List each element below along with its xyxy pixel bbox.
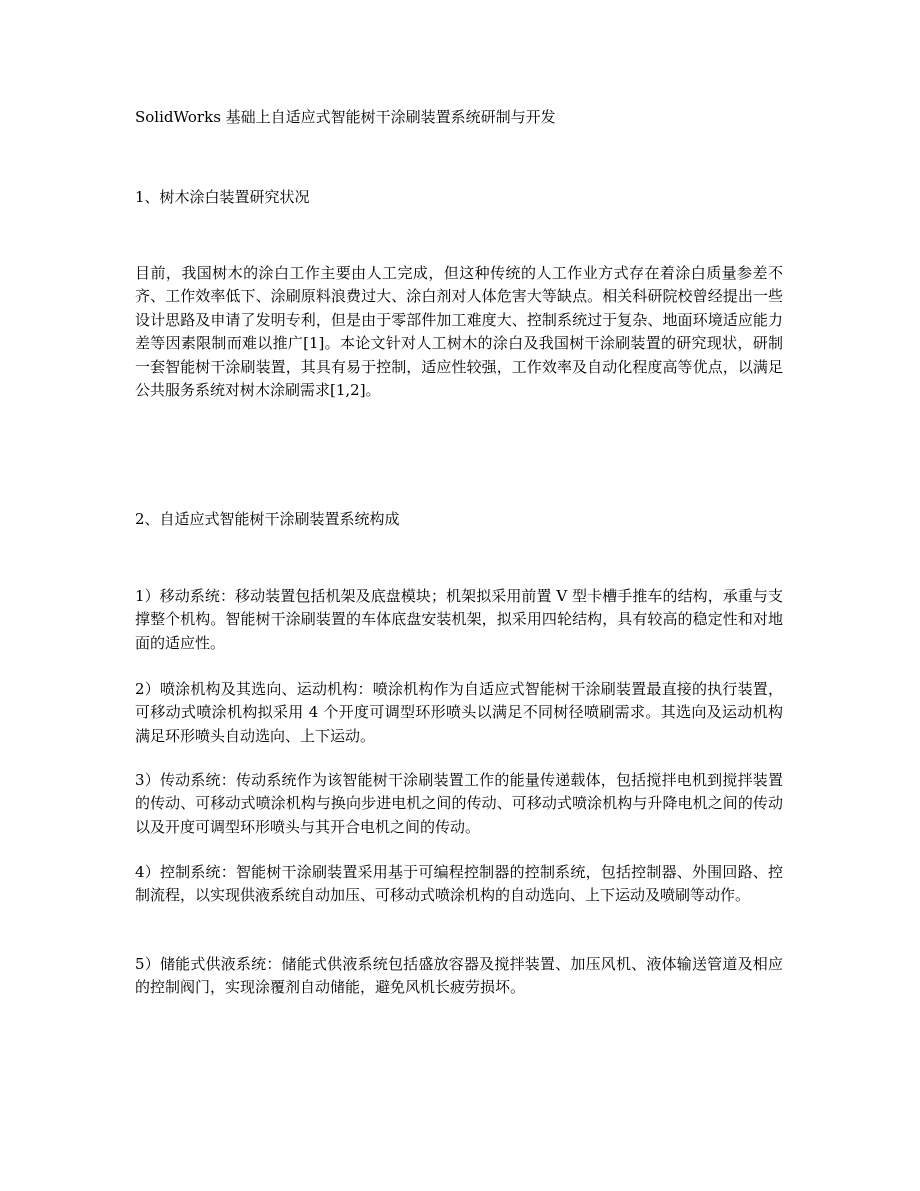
section-1-paragraph: 目前，我国树木的涂白工作主要由人工完成，但这种传统的人工作业方式存在着涂白质量参差不齐、工作效率低下、涂刷原料浪费过大、涂白剂对人体危害大等缺点。相关科研院校曾经提出一些设计思路及申请了发明专利，但是由于零部件加工难度大、控制系统过于复杂、地面环境适应能力差等因素限制而难以推广[1]。本论文针对人工树木的涂白及我国树干涂刷装置的研究现状，研制一套智能树干涂刷装置，其具有易于控制，适应性较强，工作效率及自动化程度高等优点，以满足公共服务系统对树木涂刷需求[1,2]。	[135, 264, 783, 400]
document-title: SolidWorks 基础上自适应式智能树干涂刷装置系统研制与开发	[135, 108, 556, 126]
list-item-transmission-system: 3）传动系统：传动系统作为该智能树干涂刷装置工作的能量传递载体，包括搅拌电机到搅拌装置的传动、可移动式喷涂机构与换向步进电机之间的传动、可移动式喷涂机构与升降电机之间的传动以及开度可调型环形喷头与其开合电机之间的传动。	[135, 771, 783, 836]
list-item-mobile-system: 1）移动系统：移动装置包括机架及底盘模块；机架拟采用前置 V 型卡槽手推车的结构，承重与支撑整个机构。智能树干涂刷装置的车体底盘安装机架，拟采用四轮结构，具有较高的稳定性和对地面的适应性。	[135, 587, 783, 652]
list-item-control-system: 4）控制系统：智能树干涂刷装置采用基于可编程控制器的控制系统，包括控制器、外围回路、控制流程，以实现供液系统自动加压、可移动式喷涂机构的自动选向、上下运动及喷刷等动作。	[135, 863, 783, 905]
section-1-heading: 1、树木涂白装置研究状况	[135, 188, 310, 206]
list-item-liquid-supply-system: 5）储能式供液系统：储能式供液系统包括盛放容器及搅拌装置、加压风机、液体输送管道及相应的控制阀门，实现涂覆剂自动储能，避免风机长疲劳损坏。	[135, 955, 783, 997]
list-item-spray-mechanism: 2）喷涂机构及其选向、运动机构：喷涂机构作为自适应式智能树干涂刷装置最直接的执行装置，可移动式喷涂机构拟采用 4 个开度可调型环形喷头以满足不同树径喷刷需求。其选向及运动机构满足环形喷头自动选向、上下运动。	[135, 680, 783, 745]
section-2-heading: 2、自适应式智能树干涂刷装置系统构成	[135, 510, 400, 528]
